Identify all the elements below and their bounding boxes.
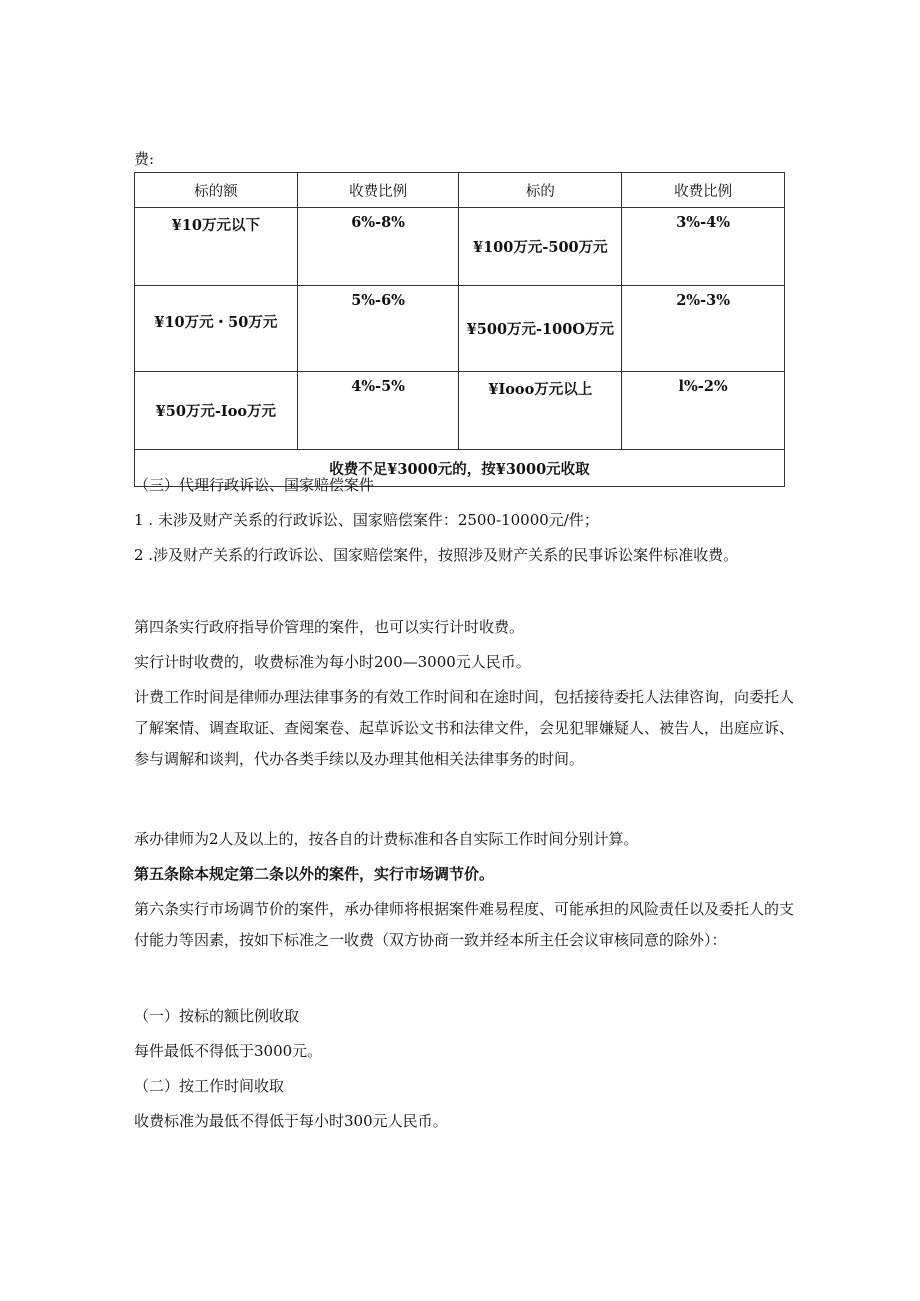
table-cell: 2%-3% [622, 286, 785, 372]
article-paragraph: 每件最低不得低于3000元。 [134, 1042, 323, 1060]
table-cell: ¥500万元-100O万元 [459, 286, 622, 372]
table-cell: ¥Iooo万元以上 [459, 372, 622, 450]
section-heading: （一）按标的额比例收取 [134, 1007, 300, 1025]
header-cell: 收费比例 [297, 173, 459, 208]
article-paragraph: 第四条实行政府指导价管理的案件，也可以实行计时收费。 [134, 618, 525, 636]
table-footer-cell: 收费不足¥3000元的，按¥3000元收取 [135, 450, 785, 487]
article-paragraph: 收费标准为最低不得低于每小时300元人民币。 [134, 1112, 448, 1130]
table-cell: 6%-8% [297, 208, 459, 286]
table-header-row [135, 173, 785, 208]
article-paragraph: 计费工作时间是律师办理法律事务的有效工作时间和在途时间，包括接待委托人法律咨询，向委托人了解案情、调查取证、查阅案卷、起草诉讼文书和法律文件，会见犯罪嫌疑人、被告人，出庭应诉、参与调解和谈判，代办各类手续以及办理其他相关法律事务的时间。 [134, 688, 795, 768]
table-row [135, 372, 785, 450]
section-heading: （二）按工作时间收取 [134, 1077, 285, 1095]
table-cell: ¥10万元以下 [135, 208, 298, 286]
article-paragraph: 第六条实行市场调节价的案件，承办律师将根据案件难易程度、可能承担的风险责任以及委托人的支付能力等因素，按如下标准之一收费（双方协商一致并经本所主任会议审核同意的除外）： [134, 900, 795, 949]
table-cell: 4%-5% [297, 372, 459, 450]
article-paragraph: 第五条除本规定第二条以外的案件，实行市场调节价。 [134, 865, 495, 883]
header-cell: 收费比例 [622, 173, 785, 208]
table-cell: 3%-4% [622, 208, 785, 286]
article-paragraph: 实行计时收费的，收费标准为每小时200—3000元人民币。 [134, 653, 531, 671]
table-cell: l%-2% [622, 372, 785, 450]
table-cell: ¥10万元・50万元 [135, 286, 298, 372]
list-item: 2 .涉及财产关系的行政诉讼、国家赔偿案件，按照涉及财产关系的民事诉讼案件标准收费。 [134, 546, 739, 564]
table-cell: ¥100万元-500万元 [459, 208, 622, 286]
lead-text: 费: [134, 150, 155, 168]
header-cell: 标的额 [135, 173, 298, 208]
table-cell: ¥50万元-Ioo万元 [135, 372, 298, 450]
fee-table [134, 172, 785, 487]
list-item: 1 . 未涉及财产关系的行政诉讼、国家赔偿案件：2500-10000元/件； [134, 511, 599, 529]
table-cell: 5%-6% [297, 286, 459, 372]
table-row [135, 208, 785, 286]
article-paragraph: 承办律师为2人及以上的，按各自的计费标准和各自实际工作时间分别计算。 [134, 830, 639, 848]
section-heading: （三）代理行政诉讼、国家赔偿案件 [134, 476, 375, 494]
header-cell: 标的 [459, 173, 622, 208]
table-row [135, 286, 785, 372]
